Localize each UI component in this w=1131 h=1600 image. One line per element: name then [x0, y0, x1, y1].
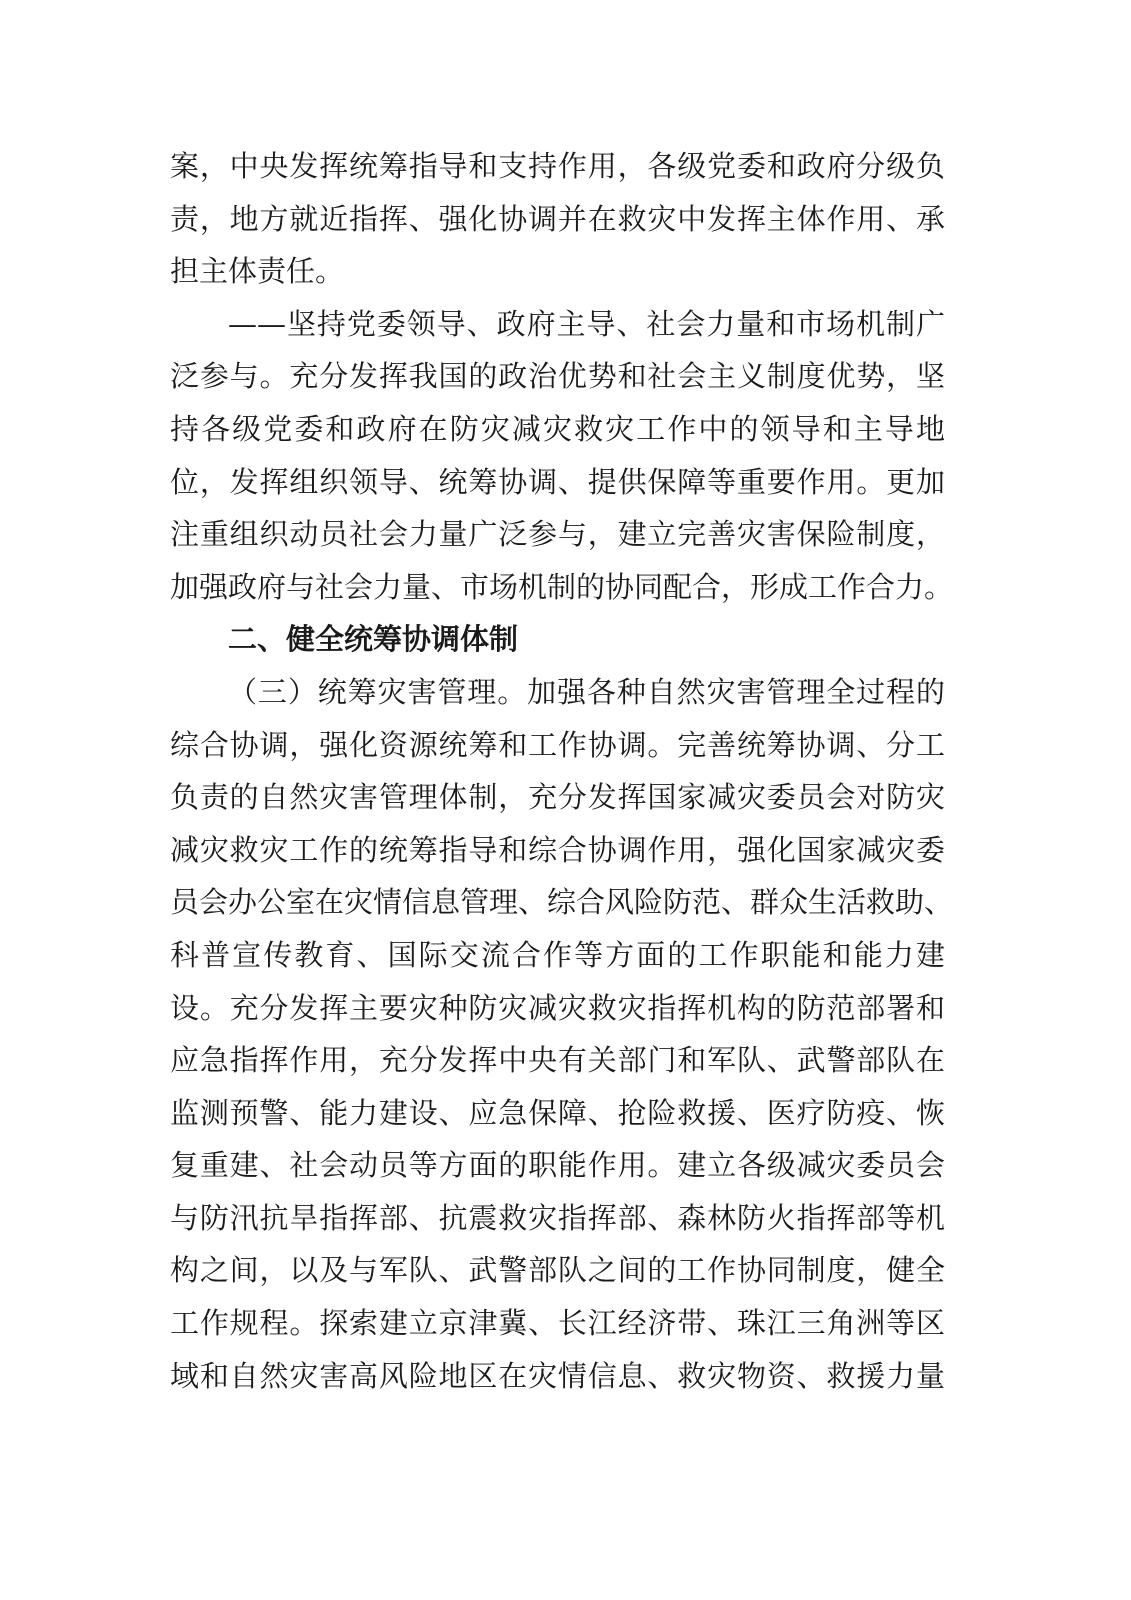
text-line: 综合协调，强化资源统筹和工作协调。完善统筹协调、分工 [170, 727, 945, 762]
text-line: 泛参与。充分发挥我国的政治优势和社会主义制度优势，坚 [170, 359, 945, 394]
text-line: （三）统筹灾害管理。加强各种自然灾害管理全过程的 [228, 674, 945, 709]
text-line: 注重组织动员社会力量广泛参与，建立完善灾害保险制度， [170, 517, 945, 552]
text-line: 员会办公室在灾情信息管理、综合风险防范、群众生活救助、 [170, 885, 954, 920]
text-line: 与防汛抗旱指挥部、抗震救灾指挥部、森林防火指挥部等机 [170, 1200, 945, 1235]
text-line: ——坚持党委领导、政府主导、社会力量和市场机制广 [228, 306, 945, 341]
text-line: 科普宣传教育、国际交流合作等方面的工作职能和能力建 [170, 937, 945, 972]
section-heading: 二、健全统筹协调体制 [228, 622, 519, 657]
text-line: 应急指挥作用，充分发挥中央有关部门和军队、武警部队在 [170, 1043, 945, 1078]
text-line: 工作规程。探索建立京津冀、长江经济带、珠江三角洲等区 [170, 1306, 945, 1341]
text-line: 监测预警、能力建设、应急保障、抢险救援、医疗防疫、恢 [170, 1095, 945, 1130]
text-line: 复重建、社会动员等方面的职能作用。建立各级减灾委员会 [170, 1148, 945, 1183]
text-line: 减灾救灾工作的统筹指导和综合协调作用，强化国家减灾委 [170, 832, 945, 867]
text-line: 案，中央发挥统筹指导和支持作用，各级党委和政府分级负 [170, 149, 945, 183]
text-line: 负责的自然灾害管理体制，充分发挥国家减灾委员会对防灾 [170, 780, 945, 815]
body-text [170, 140, 954, 1402]
text-line: 域和自然灾害高风险地区在灾情信息、救灾物资、救援力量 [170, 1358, 945, 1393]
text-line: 设。充分发挥主要灾种防灾减灾救灾指挥机构的防范部署和 [170, 990, 945, 1025]
text-line: 持各级党委和政府在防灾减灾救灾工作中的领导和主导地 [170, 411, 945, 446]
text-line: 加强政府与社会力量、市场机制的协同配合，形成工作合力。 [170, 569, 954, 604]
text-line: 构之间，以及与军队、武警部队之间的工作协同制度，健全 [170, 1253, 945, 1288]
text-line: 位，发挥组织领导、统筹协调、提供保障等重要作用。更加 [170, 464, 945, 499]
text-line: 责，地方就近指挥、强化协调并在救灾中发挥主体作用、承 [170, 201, 945, 236]
text-line: 担主体责任。 [170, 254, 345, 289]
